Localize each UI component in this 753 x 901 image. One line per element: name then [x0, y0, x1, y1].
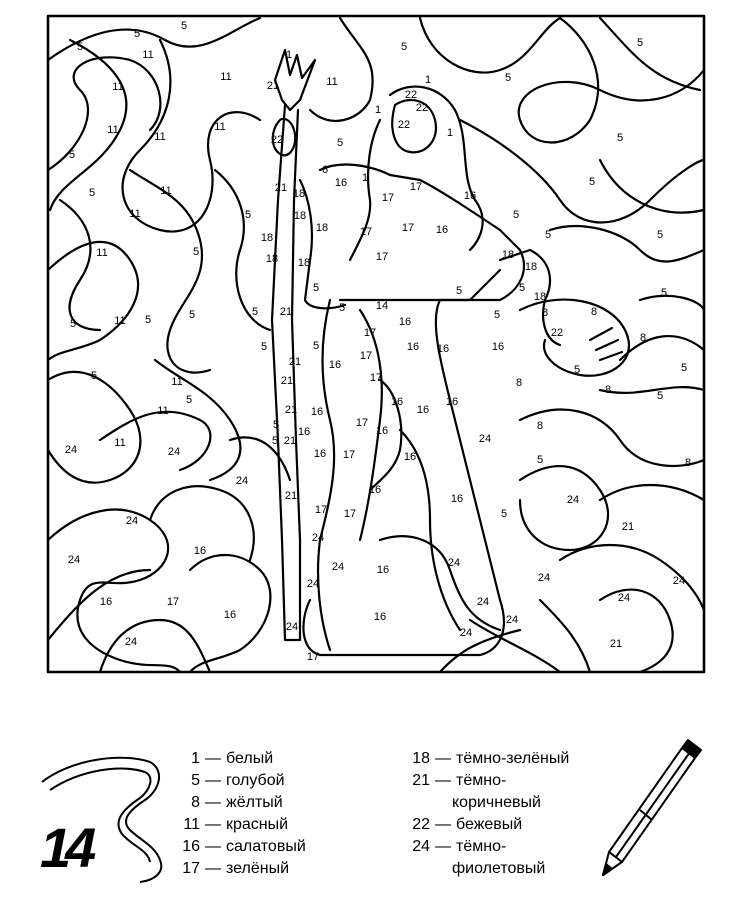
region-number: 24 — [447, 557, 461, 569]
region-number: 16 — [297, 426, 311, 438]
region-number: 16 — [368, 484, 382, 496]
legend-color-name: тёмно-зелёный — [456, 750, 570, 767]
region-number: 1 — [424, 74, 432, 86]
region-number: 24 — [505, 614, 519, 626]
legend-color-name: тёмно- — [456, 838, 507, 855]
region-number: 17 — [355, 417, 369, 429]
legend-dash: — — [435, 772, 451, 789]
region-number: 5 — [90, 370, 98, 382]
region-number: 5 — [336, 137, 344, 149]
legend-number: 16 — [182, 838, 200, 855]
region-number: 5 — [133, 28, 141, 40]
region-number: 16 — [463, 190, 477, 202]
legend-color-name: тёмно- — [456, 772, 507, 789]
region-number: 16 — [406, 341, 420, 353]
region-number: 17 — [409, 181, 423, 193]
legend-entry — [170, 748, 306, 770]
region-number: 8 — [684, 457, 692, 469]
legend-number: 21 — [412, 772, 430, 789]
region-number: 5 — [180, 20, 188, 32]
region-number: 16 — [376, 564, 390, 576]
legend-entry — [400, 858, 569, 880]
region-number: 5 — [660, 287, 668, 299]
region-number: 11 — [112, 81, 124, 93]
region-number: 5 — [312, 282, 320, 294]
region-number: 16 — [436, 343, 450, 355]
region-number: 16 — [435, 224, 449, 236]
region-number: 22 — [397, 119, 411, 131]
legend-entry — [400, 814, 569, 836]
region-number: 17 — [359, 350, 373, 362]
region-number: 11 — [171, 376, 183, 388]
region-number: 11 — [114, 315, 126, 327]
region-number: 5 — [518, 282, 526, 294]
legend-color-name: красный — [226, 816, 289, 833]
region-number: 5 — [88, 187, 96, 199]
color-legend-right — [400, 748, 569, 880]
region-number: 1 — [374, 104, 382, 116]
region-number: 24 — [537, 572, 551, 584]
region-number: 5 — [69, 318, 77, 330]
region-number: 11 — [220, 71, 232, 83]
region-number: 17 — [401, 222, 415, 234]
region-number: 22 — [404, 89, 418, 101]
region-number: 18 — [533, 291, 547, 303]
legend-color-name: белый — [226, 750, 274, 767]
region-number: 5 — [680, 362, 688, 374]
region-number: 5 — [272, 419, 280, 431]
region-number: 5 — [185, 394, 193, 406]
region-number: 8 — [590, 306, 598, 318]
region-number: 16 — [99, 596, 113, 608]
legend-number: 5 — [191, 772, 200, 789]
region-number: 16 — [375, 425, 389, 437]
region-number: 5 — [312, 340, 320, 352]
region-number: 11 — [96, 247, 108, 259]
region-number: 8 — [541, 307, 549, 319]
legend-number: 24 — [412, 838, 430, 855]
region-number: 11 — [129, 208, 141, 220]
legend-color-name: голубой — [226, 772, 285, 789]
region-number: 21 — [274, 182, 288, 194]
legend-color-name: салатовый — [226, 838, 306, 855]
region-number: 18 — [501, 249, 515, 261]
region-number: 16 — [403, 451, 417, 463]
legend-color-name: фиолетовый — [452, 860, 546, 877]
region-number: 5 — [68, 149, 76, 161]
legend-entry — [170, 836, 306, 858]
region-number: 5 — [400, 41, 408, 53]
region-number: 24 — [124, 636, 138, 648]
region-number: 24 — [285, 621, 299, 633]
region-number: 24 — [64, 444, 78, 456]
region-number: 24 — [672, 575, 686, 587]
region-number: 16 — [450, 493, 464, 505]
region-number: 21 — [279, 306, 293, 318]
region-number: 21 — [283, 435, 297, 447]
region-number: 24 — [566, 494, 580, 506]
legend-entry — [400, 792, 569, 814]
region-number: 16 — [445, 396, 459, 408]
region-number: 17 — [306, 651, 320, 663]
legend-entry — [400, 836, 569, 858]
region-number: 11 — [157, 405, 169, 417]
region-number: 11 — [326, 76, 338, 88]
legend-dash: — — [205, 838, 221, 855]
legend-dash: — — [435, 838, 451, 855]
legend-number: 1 — [191, 750, 200, 767]
region-number: 1 — [361, 172, 369, 184]
region-number: 5 — [260, 341, 268, 353]
region-number: 21 — [266, 80, 280, 92]
region-number: 18 — [293, 210, 307, 222]
legend-color-name: зелёный — [226, 860, 290, 877]
region-number: 16 — [398, 316, 412, 328]
region-number: 17 — [342, 449, 356, 461]
region-number: 21 — [284, 404, 298, 416]
region-number: 22 — [415, 102, 429, 114]
region-number: 24 — [476, 596, 490, 608]
region-number: 5 — [455, 285, 463, 297]
region-number: 5 — [493, 309, 501, 321]
region-number: 11 — [107, 124, 119, 136]
legend-color-name: коричневый — [452, 794, 541, 811]
region-number: 6 — [321, 164, 329, 176]
region-number: 17 — [166, 596, 180, 608]
region-number: 1 — [446, 127, 454, 139]
region-number: 16 — [416, 404, 430, 416]
region-number: 24 — [67, 554, 81, 566]
region-number: 24 — [167, 446, 181, 458]
legend-entry — [170, 858, 306, 880]
region-number: 18 — [260, 232, 274, 244]
region-number: 18 — [292, 188, 306, 200]
region-number: 5 — [573, 364, 581, 376]
region-number: 22 — [550, 327, 564, 339]
region-number: 16 — [193, 545, 207, 557]
region-number: 24 — [306, 578, 320, 590]
region-number: 21 — [609, 638, 623, 650]
region-number: 18 — [524, 261, 538, 273]
color-legend-left — [170, 748, 306, 880]
region-number: 24 — [125, 515, 139, 527]
region-number: 5 — [588, 176, 596, 188]
legend-dash: — — [205, 860, 221, 877]
region-number: 5 — [512, 209, 520, 221]
region-number: 18 — [315, 222, 329, 234]
region-number: 16 — [223, 609, 237, 621]
legend-entry — [170, 814, 306, 836]
region-number: 1 — [285, 49, 293, 61]
region-number: 5 — [656, 390, 664, 402]
region-number: 21 — [284, 490, 298, 502]
region-number: 8 — [515, 377, 523, 389]
region-number: 24 — [235, 475, 249, 487]
page-number: 14 — [40, 816, 91, 879]
region-number: 17 — [314, 504, 328, 516]
legend-number: 8 — [191, 794, 200, 811]
legend-entry — [400, 748, 569, 770]
region-number: 16 — [491, 341, 505, 353]
region-number: 24 — [331, 561, 345, 573]
region-number: 11 — [214, 121, 226, 133]
region-number: 17 — [375, 251, 389, 263]
legend-number: 18 — [412, 750, 430, 767]
region-number: 11 — [154, 131, 166, 143]
legend-number: 22 — [412, 816, 430, 833]
region-number: 21 — [280, 375, 294, 387]
region-number: 5 — [188, 309, 196, 321]
region-number: 8 — [604, 384, 612, 396]
legend-dash: — — [435, 750, 451, 767]
region-number: 11 — [160, 185, 172, 197]
legend-dash: — — [205, 750, 221, 767]
region-number: 5 — [544, 229, 552, 241]
pencil-icon — [603, 740, 701, 875]
region-number: 5 — [76, 41, 84, 53]
legend-color-name: бежевый — [456, 816, 523, 833]
region-number: 5 — [338, 302, 346, 314]
legend-color-name: жёлтый — [226, 794, 283, 811]
region-number: 17 — [363, 327, 377, 339]
region-number: 5 — [500, 508, 508, 520]
region-number: 5 — [144, 314, 152, 326]
region-number: 8 — [536, 420, 544, 432]
legend-dash: — — [205, 794, 221, 811]
region-number: 16 — [373, 611, 387, 623]
legend-number: 17 — [182, 860, 200, 877]
region-number: 11 — [114, 437, 126, 449]
region-number: 16 — [390, 396, 404, 408]
region-number: 16 — [334, 177, 348, 189]
legend-entry — [170, 770, 306, 792]
region-number: 5 — [271, 435, 279, 447]
region-number: 5 — [192, 246, 200, 258]
region-number: 5 — [244, 209, 252, 221]
region-number: 16 — [328, 359, 342, 371]
region-number: 5 — [616, 132, 624, 144]
legend-dash: — — [435, 816, 451, 833]
region-number: 24 — [459, 627, 473, 639]
legend-dash: — — [205, 772, 221, 789]
region-number: 21 — [288, 356, 302, 368]
region-number: 21 — [621, 521, 635, 533]
region-number: 16 — [313, 448, 327, 460]
legend-dash: — — [205, 816, 221, 833]
region-number: 5 — [636, 37, 644, 49]
region-number: 17 — [369, 372, 383, 384]
region-number: 5 — [251, 306, 259, 318]
region-number: 14 — [375, 300, 389, 312]
region-number: 5 — [504, 72, 512, 84]
region-number: 18 — [297, 257, 311, 269]
region-number: 17 — [381, 192, 395, 204]
region-number: 8 — [639, 332, 647, 344]
region-number: 5 — [656, 229, 664, 241]
region-number: 18 — [265, 253, 279, 265]
region-number: 16 — [310, 406, 324, 418]
region-number: 17 — [359, 226, 373, 238]
region-number: 24 — [311, 532, 325, 544]
region-number: 24 — [478, 433, 492, 445]
region-number: 22 — [270, 134, 284, 146]
region-number: 11 — [142, 49, 154, 61]
region-number: 24 — [617, 592, 631, 604]
legend-entry — [400, 770, 569, 792]
legend-number: 11 — [183, 816, 200, 833]
region-number: 17 — [343, 508, 357, 520]
legend-entry — [170, 792, 306, 814]
region-number: 5 — [536, 454, 544, 466]
